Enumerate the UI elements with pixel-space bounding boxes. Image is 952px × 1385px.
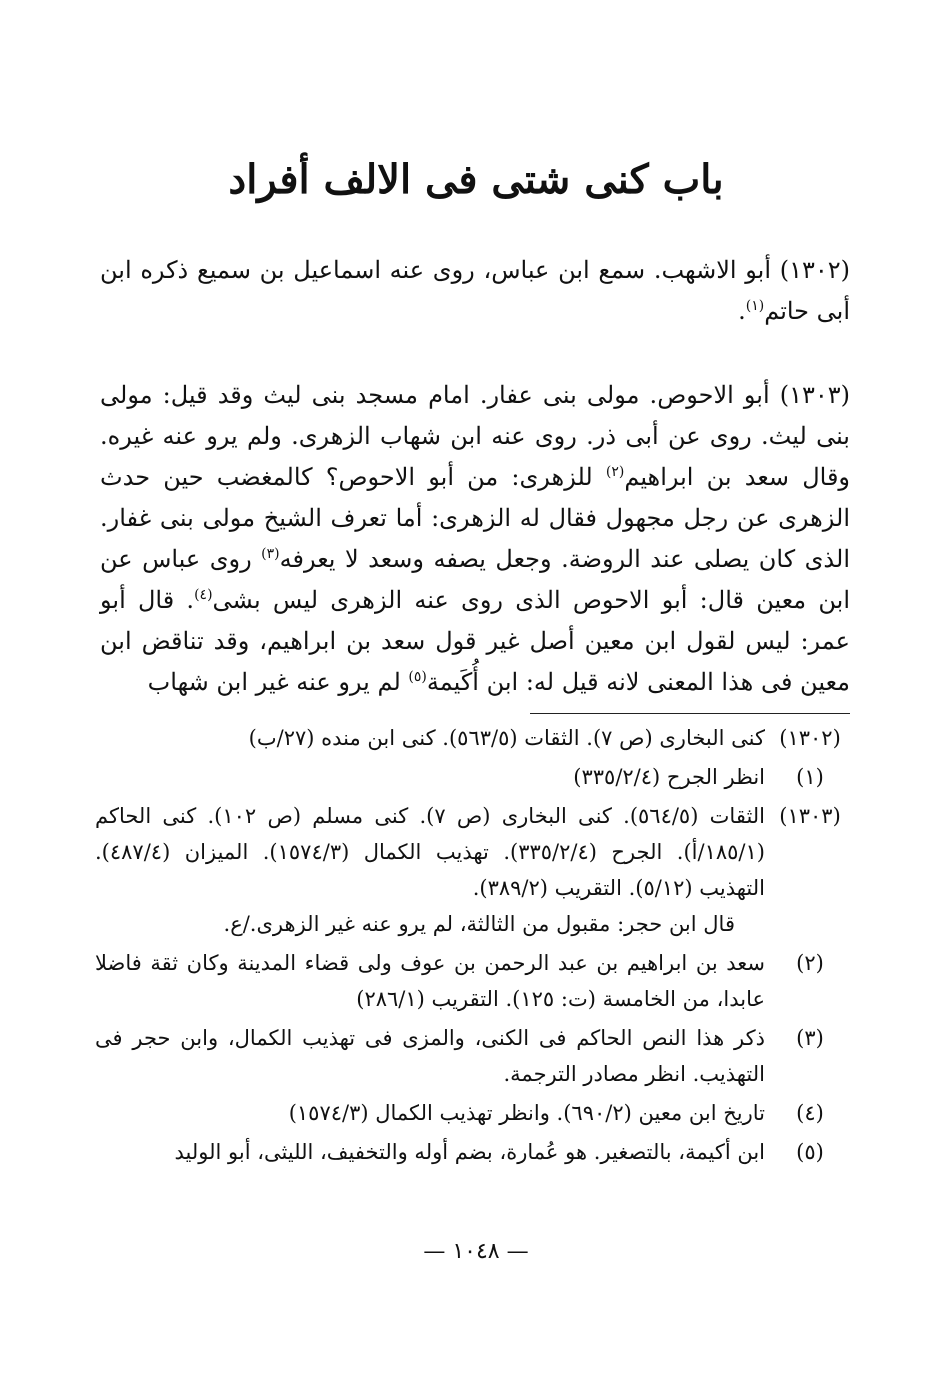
footnote-ref-2: (٢) (605, 464, 625, 480)
footnote-number: (١) (796, 765, 824, 789)
footnote-number: (٥) (796, 1140, 824, 1164)
footnote-5 (95, 1134, 855, 1170)
footnote-separator (530, 713, 850, 714)
footnote-2 (95, 945, 855, 1017)
footnote-text: ذكر هذا النص الحاكم فى الكنى، والمزى فى تهذيب الكمال، وابن حجر فى التهذيب. انظر مصادر الترجمة. (95, 1026, 765, 1086)
footnote-ref-3: (٣) (261, 546, 280, 562)
entry-1302 (100, 250, 850, 332)
footnote-1 (95, 759, 855, 795)
footnote-4 (95, 1095, 855, 1131)
entry-1303-part2: للزهرى: من أبو الاحوص؟ كالمغضب حين حدث الزهرى عن رجل مجهول فقال له الزهرى: أما تعرف الشيخ مولى بنى غفار. الذى كان يصلى عند الروضة. وجعل يصفه وسعد لا يعرفه (100, 463, 850, 573)
footnote-3 (95, 1020, 855, 1092)
footnote-number: (١٣٠٢) (779, 726, 841, 750)
footnotes (95, 720, 855, 1173)
footnote-subtext: قال ابن حجر: مقبول من الثالثة، لم يرو عنه غير الزهرى./ع. (223, 912, 735, 936)
chapter-title: باب كنى شتى فى الالف أفراد (228, 156, 724, 203)
entry-1303-part4: . قال أبو عمر: ليس لقول ابن معين أصل غير قول سعد بن ابراهيم، وقد تناقض ابن معين فى هذا المعنى لانه قيل له: ابن أُكَيمة (100, 586, 850, 696)
footnote-number: (٣) (796, 1026, 824, 1050)
footnote-text: سعد بن ابراهيم بن عبد الرحمن بن عوف ولى قضاء المدينة وكان ثقة فاضلا عابدا، من الخامسة (ت: ١٢٥). التقريب (٢٨٦/١) (95, 951, 765, 1011)
footnote-number: (١٣٠٣) (779, 804, 841, 828)
entry-1303 (100, 375, 850, 703)
footnote-1302 (95, 720, 855, 756)
footnote-ref-5: (٥) (408, 669, 427, 685)
footnote-text: انظر الجرح (٣٣٥/٢/٤) (573, 765, 765, 789)
entry-1302-end: . (738, 297, 746, 325)
footnote-ref-1: (١) (745, 298, 765, 314)
footnote-text: ابن أكيمة، بالتصغير. هو عُمارة، بضم أوله والتخفيف، الليثى، أبو الوليد (174, 1140, 765, 1164)
entry-1303-part5: لم يرو عنه غير ابن شهاب (147, 668, 409, 696)
footnote-1303 (95, 798, 855, 942)
footnote-number: (٢) (796, 951, 824, 975)
footnote-text: الثقات (٥٦٤/٥). كنى البخارى (ص ٧). كنى مسلم (ص ١٠٢). كنى الحاكم (١٨٥/١/أ). الجرح (٣٣٥/٢/٤). تهذيب الكمال (١٥٧٤/٣). الميزان (٤٨٧/٤). التهذيب (٥/١٢). التقريب (٣٨٩/٢). (95, 804, 766, 900)
footnote-text: كنى البخارى (ص ٧). الثقات (٥٦٣/٥). كنى ابن منده (٢٧/ب) (248, 726, 765, 750)
entry-1302-text: (١٣٠٢) أبو الاشهب. سمع ابن عباس، روى عنه اسماعيل بن سميع ذكره ابن أبى حاتم (100, 256, 850, 325)
footnote-ref-4: (٤) (194, 587, 213, 603)
entry-1303-part3: روى عباس عن ابن معين قال: أبو الاحوص الذى روى عنه الزهرى ليس بشى (100, 545, 851, 614)
entry-1303-part1: (١٣٠٣) أبو الاحوص. مولى بنى عفار. امام مسجد بنى ليث وقد قيل: مولى بنى ليث. روى عن أبى ذر. روى عنه ابن شهاب الزهرى. ولم يرو عنه غيره. وقال سعد بن ابراهيم (100, 381, 850, 491)
footnote-number: (٤) (796, 1101, 824, 1125)
footnote-text: تاريخ ابن معين (٦٩٠/٢). وانظر تهذيب الكمال (١٥٧٤/٣) (288, 1101, 765, 1125)
page-number: — ١٠٤٨ — (423, 1239, 529, 1264)
